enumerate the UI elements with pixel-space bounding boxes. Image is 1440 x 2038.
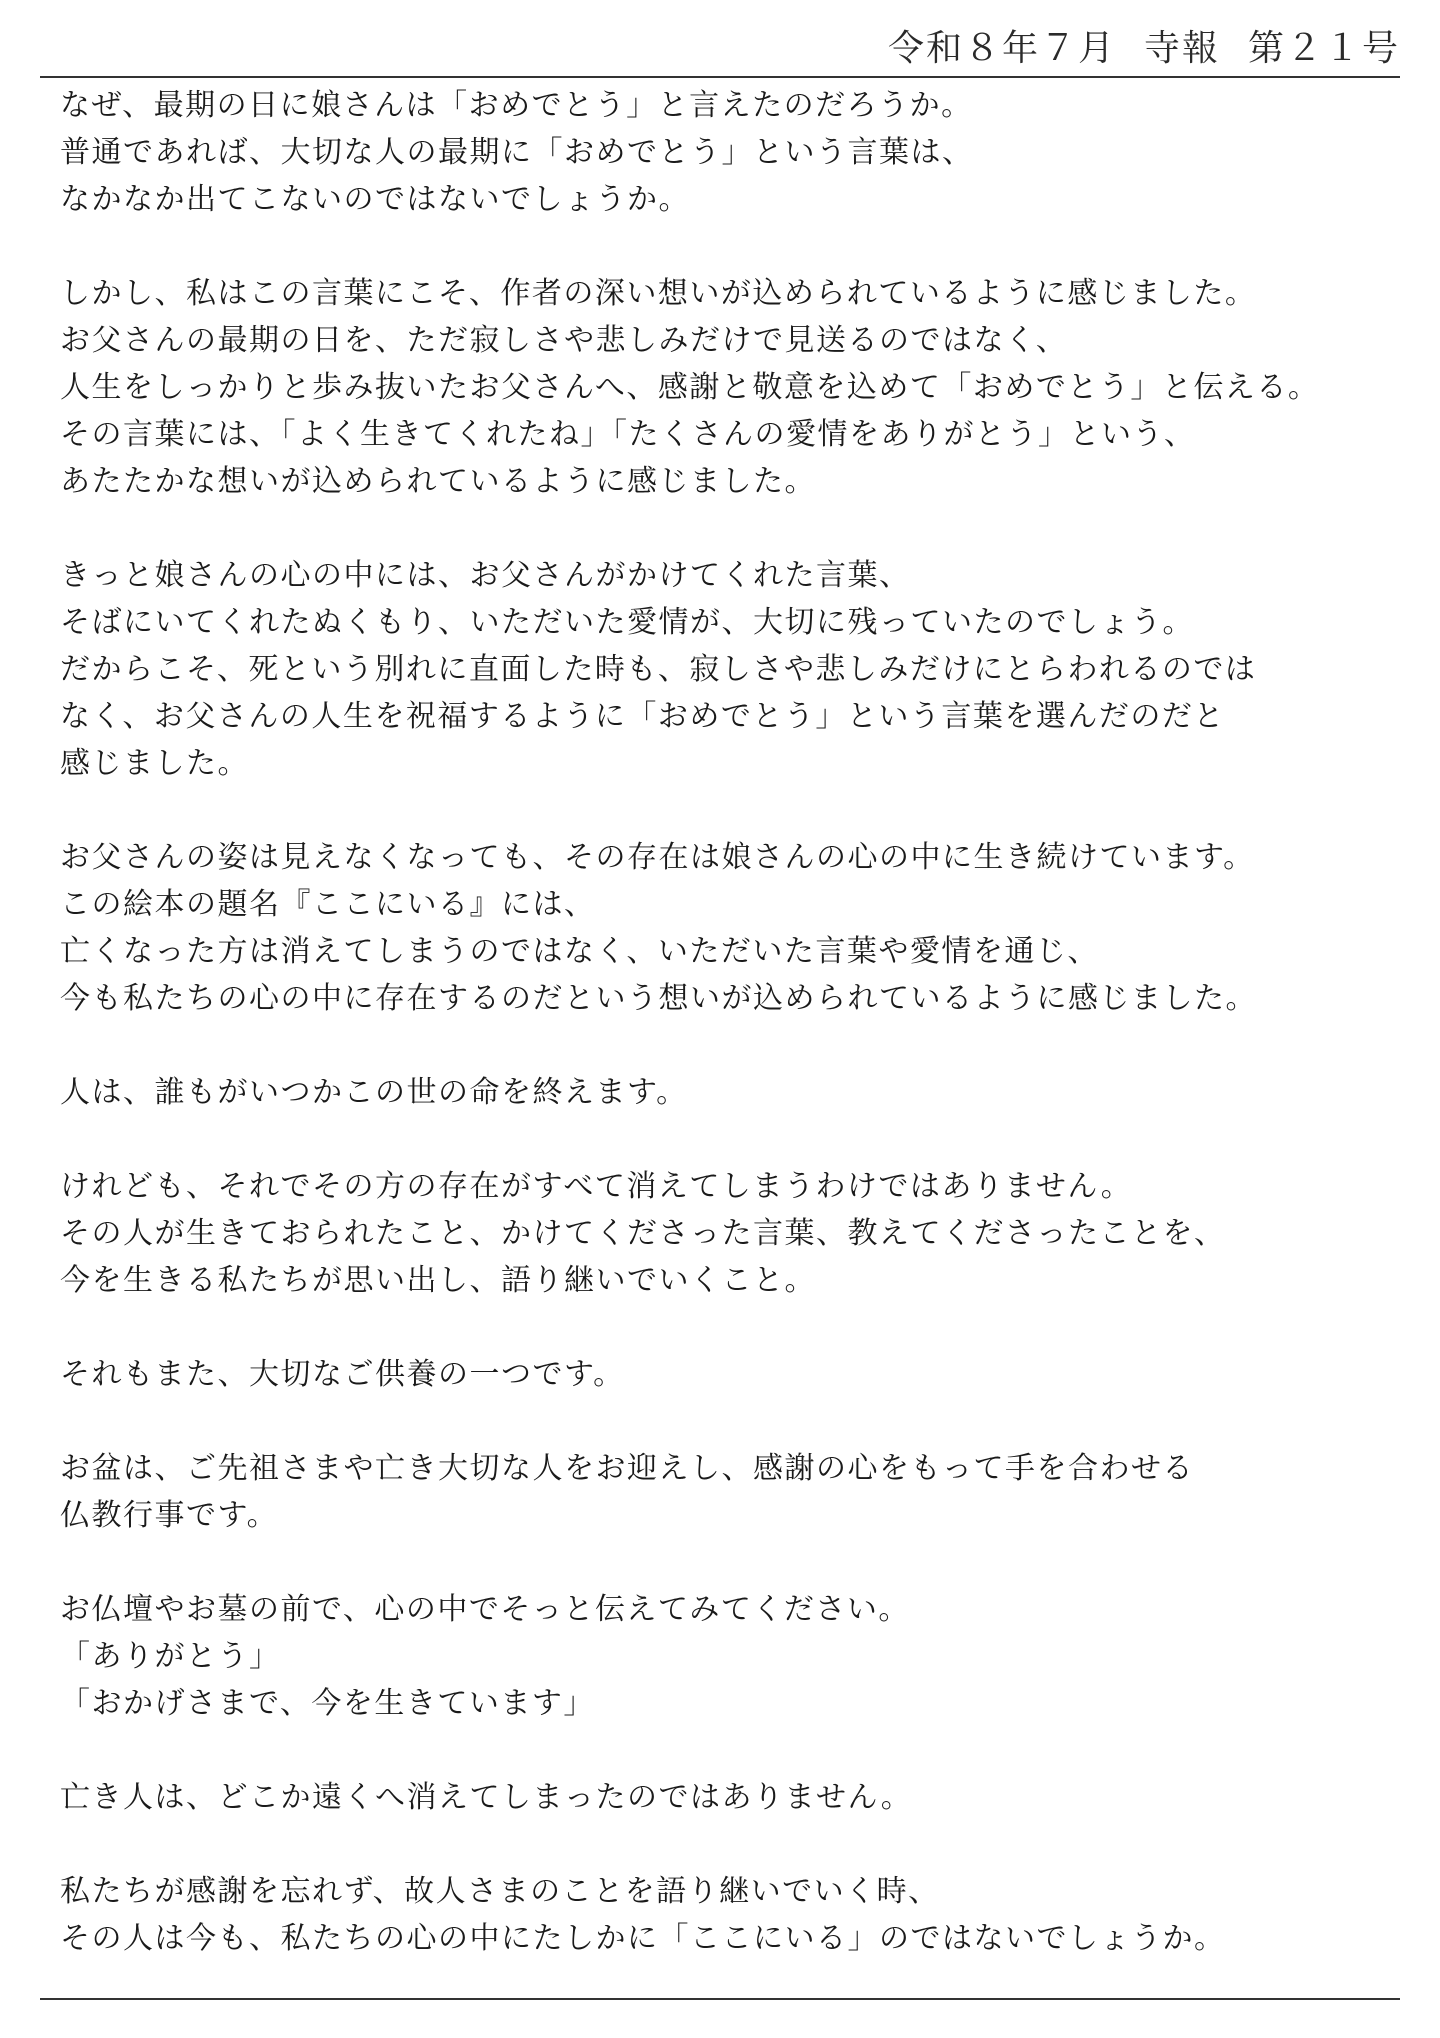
text-line: 今も私たちの心の中に存在するのだという想いが込められているように感じました。 (60, 981, 1257, 1016)
text-line: 亡き人は、どこか遠くへ消えてしまったのではありません。 (60, 1780, 913, 1815)
text-line: 「おかげさまで、今を生きています」 (60, 1686, 595, 1721)
paragraph (60, 552, 1410, 787)
text-line: なく、お父さんの人生を祝福するように「おめでとう」という言葉を選んだのだと (60, 699, 1225, 734)
paragraph (60, 1774, 1410, 1821)
text-line: けれども、それでその方の存在がすべて消えてしまうわけではありません。 (60, 1169, 1133, 1204)
text-line: きっと娘さんの心の中には、お父さんがかけてくれた言葉、 (60, 558, 911, 593)
page-header (888, 20, 1400, 71)
text-line: その人が生きておられたこと、かけてくださった言葉、教えてくださったことを、 (60, 1216, 1226, 1251)
text-line: 亡くなった方は消えてしまうのではなく、いただいた言葉や愛情を通じ、 (60, 934, 1099, 969)
text-line: お父さんの最期の日を、ただ寂しさや悲しみだけで見送るのではなく、 (60, 323, 1068, 358)
paragraph (60, 1445, 1410, 1539)
text-line: 感じました。 (60, 746, 249, 781)
paragraph (60, 1351, 1410, 1398)
text-line: お盆は、ご先祖さまや亡き大切な人をお迎えし、感謝の心をもって手を合わせる (60, 1451, 1194, 1486)
paragraph (60, 82, 1410, 223)
text-line: だからこそ、死という別れに直面した時も、寂しさや悲しみだけにとらわれるのでは (60, 652, 1257, 687)
text-line: この絵本の題名『ここにいる』には、 (60, 887, 596, 922)
text-line: それもまた、大切なご供養の一つです。 (60, 1357, 625, 1392)
paragraph (60, 1163, 1410, 1304)
paragraph (60, 1868, 1410, 1962)
text-line: その人は今も、私たちの心の中にたしかに「ここにいる」のではないでしょうか。 (60, 1921, 1226, 1956)
text-line: しかし、私はこの言葉にこそ、作者の深い想いが込められているように感じました。 (60, 276, 1257, 311)
text-line: あたたかな想いが込められているように感じました。 (60, 464, 816, 499)
text-line: 今を生きる私たちが思い出し、語り継いでいくこと。 (60, 1263, 816, 1298)
issue-date: 令和８年７月 (887, 28, 1116, 69)
text-line: お仏壇やお墓の前で、心の中でそっと伝えてみてください。 (60, 1592, 910, 1627)
text-line: 普通であれば、大切な人の最期に「おめでとう」という言葉は、 (60, 135, 974, 170)
text-line: なかなか出てこないのではないでしょうか。 (60, 182, 690, 217)
newsletter-title: 寺報 (1143, 28, 1220, 69)
text-line: 人生をしっかりと歩み抜いたお父さんへ、感謝と敬意を込めて「おめでとう」と伝える。 (60, 370, 1320, 405)
header-divider (40, 76, 1400, 78)
paragraph (60, 1069, 1410, 1116)
footer-divider (40, 1998, 1400, 2000)
article-body (60, 82, 1410, 1962)
text-line: その言葉には、「よく生きてくれたね」「たくさんの愛情をありがとう」という、 (60, 417, 1196, 452)
text-line: 「ありがとう」 (60, 1639, 281, 1674)
text-line: 人は、誰もがいつかこの世の命を終えます。 (60, 1075, 688, 1110)
text-line: なぜ、最期の日に娘さんは「おめでとう」と言えたのだろうか。 (60, 88, 973, 123)
text-line: 私たちが感謝を忘れず、故人さまのことを語り継いでいく時、 (60, 1874, 940, 1909)
paragraph (60, 270, 1410, 505)
text-line: 仏教行事です。 (60, 1498, 279, 1533)
paragraph (60, 834, 1410, 1022)
paragraph (60, 1586, 1410, 1727)
text-line: そばにいてくれたぬくもり、いただいた愛情が、大切に残っていたのでしょう。 (60, 605, 1194, 640)
text-line: お父さんの姿は見えなくなっても、その存在は娘さんの心の中に生き続けています。 (60, 840, 1255, 875)
issue-number: 第２１号 (1247, 28, 1400, 69)
